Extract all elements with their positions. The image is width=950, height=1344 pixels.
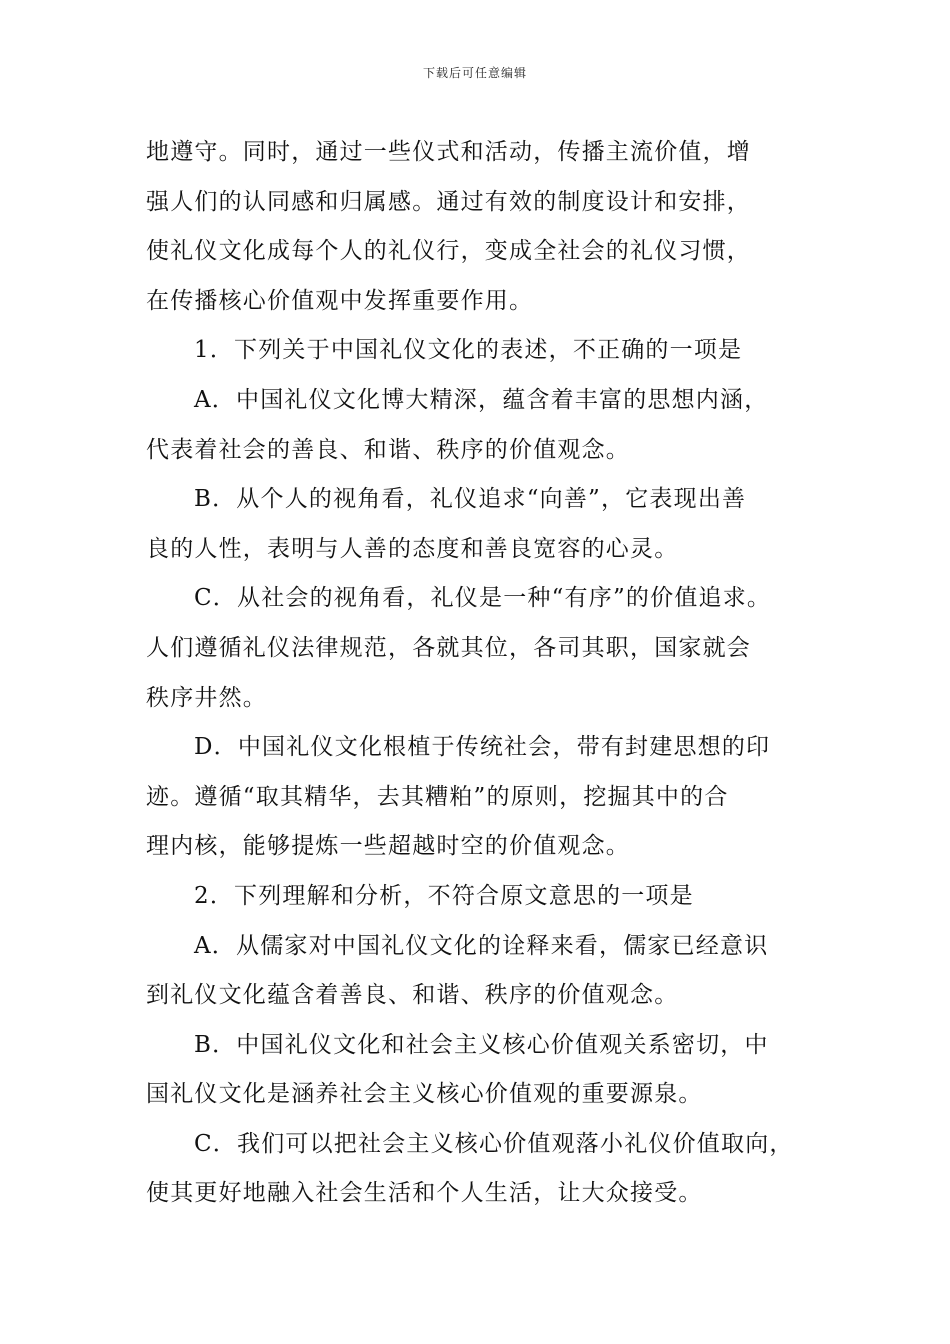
page-header: 下载后可任意编辑 [422, 66, 527, 80]
question-1-option-c: C．从社会的视角看，礼仪是一种“有序”的价值追求。 [194, 585, 772, 612]
question-1-stem: 1．下列关于中国礼仪文化的表述，不正确的一项是 [194, 337, 743, 364]
text-line: 使礼仪文化成每个人的礼仪行，变成全社会的礼仪习惯， [146, 238, 751, 265]
question-1-option-b: B．从个人的视角看，礼仪追求“向善”，它表现出善 [194, 486, 747, 513]
text-line: 人们遵循礼仪法律规范，各就其位，各司其职，国家就会 [146, 634, 751, 661]
text-line: 到礼仪文化蕴含着善良、和谐、秩序的价值观念。 [146, 982, 679, 1009]
question-2-option-c: C．我们可以把社会主义核心价值观落小礼仪价值取向， [194, 1130, 794, 1157]
question-1-option-d: D．中国礼仪文化根植于传统社会，带有封建思想的印 [194, 734, 771, 761]
text-line: 良的人性，表明与人善的态度和善良宽容的心灵。 [146, 535, 679, 562]
text-line: 强人们的认同感和归属感。通过有效的制度设计和安排， [146, 188, 751, 215]
document-body [146, 128, 814, 1219]
text-line: 理内核，能够提炼一些超越时空的价值观念。 [146, 833, 630, 860]
text-line: 使其更好地融入社会生活和个人生活，让大众接受。 [146, 1180, 703, 1207]
text-line: 秩序井然。 [146, 684, 267, 711]
text-line: 地遵守。同时，通过一些仪式和活动，传播主流价值，增 [146, 139, 751, 165]
text-line: 迹。遵循“取其精华，去其糟粕”的原则，挖掘其中的合 [146, 783, 729, 810]
question-2-stem: 2．下列理解和分析，不符合原文意思的一项是 [194, 882, 694, 909]
question-1-option-a: A．中国礼仪文化博大精深，蕴含着丰富的思想内涵， [194, 386, 769, 413]
text-line: 在传播核心价值观中发挥重要作用。 [146, 287, 534, 314]
text-line: 国礼仪文化是涵养社会主义核心价值观的重要源泉。 [146, 1081, 703, 1108]
question-2-option-a: A．从儒家对中国礼仪文化的诠释来看，儒家已经意识 [194, 932, 769, 959]
question-2-option-b: B．中国礼仪文化和社会主义核心价值观关系密切，中 [194, 1031, 769, 1058]
text-line: 代表着社会的善良、和谐、秩序的价值观念。 [146, 436, 630, 463]
